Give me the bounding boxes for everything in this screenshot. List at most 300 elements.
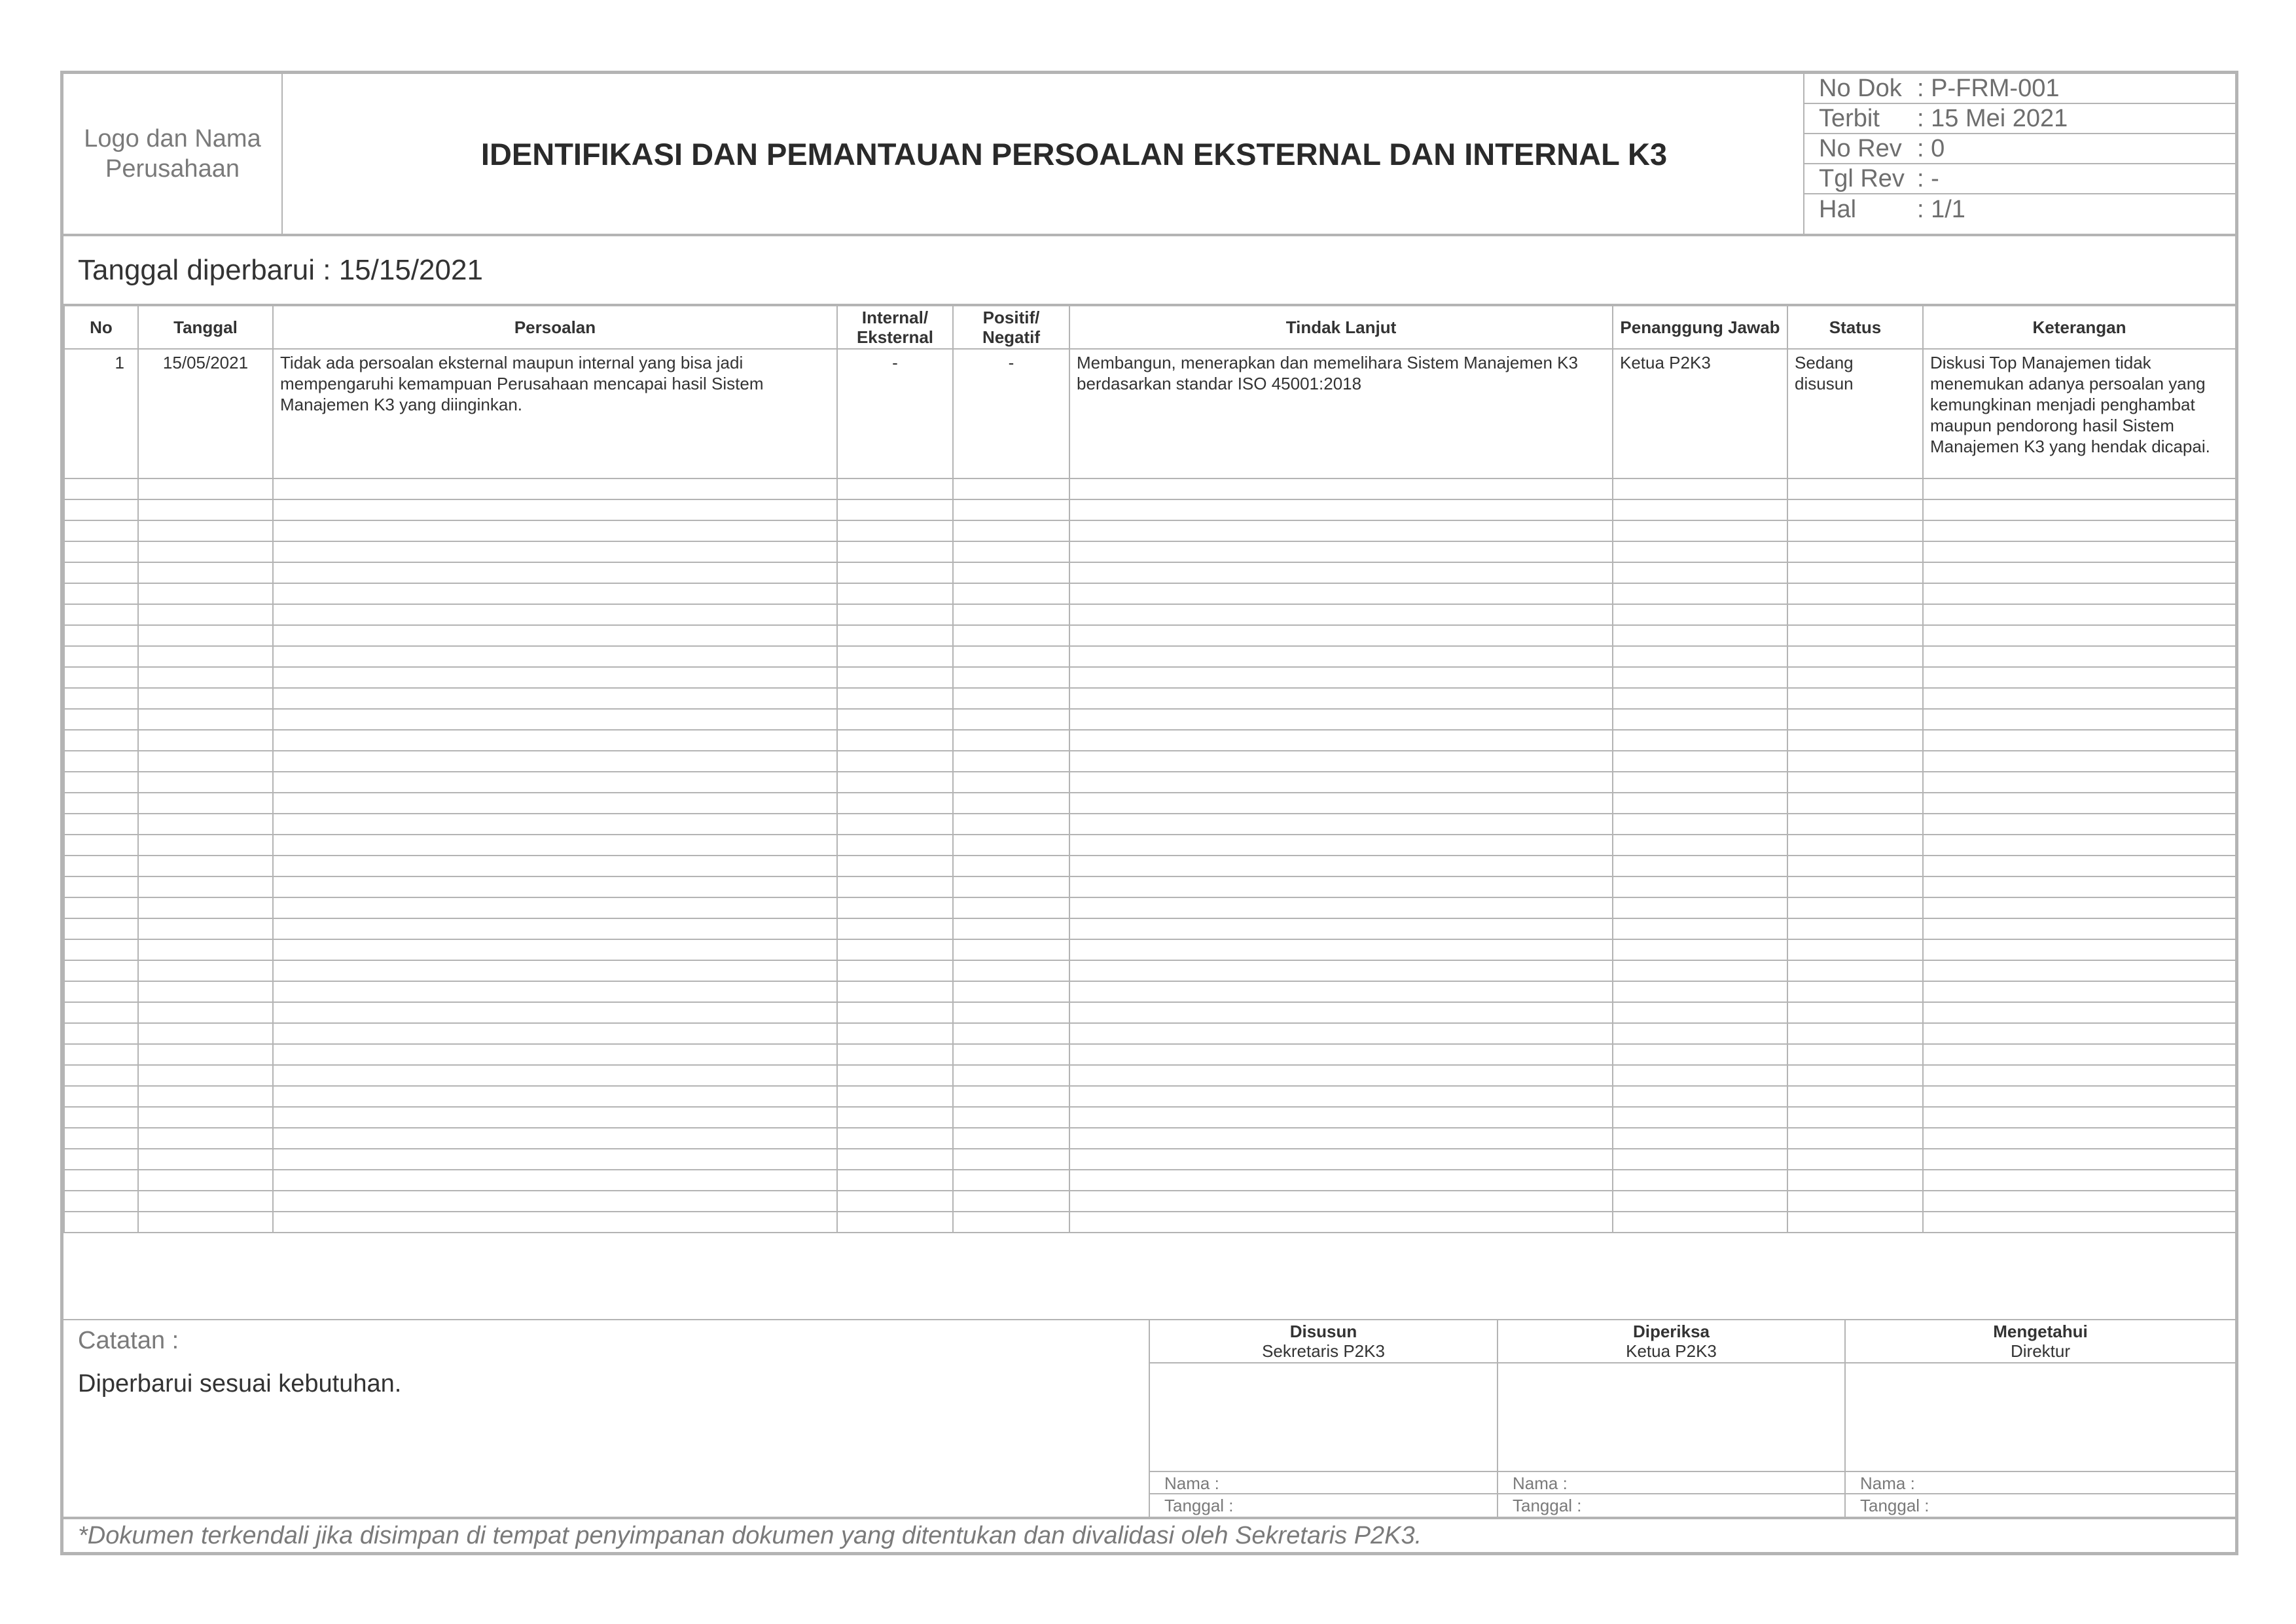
table-cell-empty [138, 876, 273, 897]
signature-role: Diperiksa [1632, 1322, 1710, 1341]
table-cell-empty [1787, 1149, 1923, 1170]
table-cell-empty [953, 604, 1069, 625]
table-row-empty [64, 960, 2236, 981]
table-cell-empty [273, 625, 837, 646]
table-cell-empty [1069, 520, 1613, 541]
table-cell-empty [837, 730, 953, 751]
table-row-empty [64, 499, 2236, 520]
table-cell-empty [138, 1128, 273, 1149]
table-cell-empty [138, 939, 273, 960]
table-cell-empty [64, 897, 138, 918]
table-cell-empty [837, 709, 953, 730]
table-row-empty [64, 939, 2236, 960]
table-cell-empty [1923, 876, 2236, 897]
table-cell-empty [138, 918, 273, 939]
logo-placeholder [63, 74, 283, 234]
table-cell-empty [64, 876, 138, 897]
table-cell-empty [1613, 646, 1787, 667]
table-cell-empty [273, 835, 837, 856]
table-cell-empty [953, 730, 1069, 751]
table-row-empty [64, 1191, 2236, 1212]
signature-name-label: Nama : [1150, 1472, 1497, 1494]
col-header-keterangan: Keterangan [1923, 306, 2236, 349]
table-cell-empty [837, 1086, 953, 1107]
table-cell-empty [1069, 751, 1613, 772]
footer-note: *Dokumen terkendali jika disimpan di tempat penyimpanan dokumen yang ditentukan dan divalidasi oleh Sekretaris P2K3. [78, 1522, 1422, 1549]
table-row-empty [64, 1212, 2236, 1233]
table-cell-empty [1069, 1044, 1613, 1065]
table-cell-empty [64, 1023, 138, 1044]
table-cell-empty [1069, 604, 1613, 625]
table-cell-empty [1069, 981, 1613, 1002]
table-cell-empty [273, 1002, 837, 1023]
table-cell-empty [1787, 814, 1923, 835]
signature-date-label: Tanggal : [1513, 1496, 1582, 1515]
table-cell-empty [1613, 897, 1787, 918]
table-row-empty [64, 1149, 2236, 1170]
table-cell-empty [837, 1023, 953, 1044]
table-cell-empty [138, 1002, 273, 1023]
table-row-empty [64, 1086, 2236, 1107]
table-cell-empty [1069, 625, 1613, 646]
table-cell-empty [273, 897, 837, 918]
logo-line-1: Logo dan Nama [84, 125, 261, 153]
table-cell-empty [1923, 897, 2236, 918]
table-cell-empty [953, 772, 1069, 793]
table-cell-empty [138, 709, 273, 730]
table-cell-empty [1613, 625, 1787, 646]
table-cell-empty [1613, 562, 1787, 583]
signature-date-label: Tanggal : [1164, 1496, 1234, 1515]
table-cell-empty [64, 625, 138, 646]
table-cell-empty [1923, 562, 2236, 583]
table-cell-empty [953, 897, 1069, 918]
table-cell-empty [1069, 856, 1613, 876]
document-title: IDENTIFIKASI DAN PEMANTAUAN PERSOALAN EKSTERNAL DAN INTERNAL K3 [480, 136, 1668, 171]
table-cell-empty [837, 1170, 953, 1191]
table-cell-empty [953, 814, 1069, 835]
table-cell-empty [1613, 667, 1787, 688]
table-cell-empty [1923, 981, 2236, 1002]
table-cell-empty [1923, 1086, 2236, 1107]
table-cell-empty [1923, 1107, 2236, 1128]
signature-area [1498, 1363, 1844, 1472]
table-cell-empty [1069, 1065, 1613, 1086]
table-row-empty [64, 604, 2236, 625]
table-row-empty [64, 814, 2236, 835]
meta-value: : 1/1 [1917, 195, 1965, 223]
table-row-empty [64, 751, 2236, 772]
table-cell-empty [138, 1212, 273, 1233]
table-cell-empty [1787, 960, 1923, 981]
col-header-tindak-lanjut: Tindak Lanjut [1069, 306, 1613, 349]
table-cell-empty [837, 751, 953, 772]
table-cell-empty [1787, 918, 1923, 939]
table-cell-empty [64, 1044, 138, 1065]
signature-name-label: Nama : [1498, 1472, 1844, 1494]
document-header [63, 74, 2235, 236]
table-cell-empty [138, 960, 273, 981]
table-cell-empty [64, 981, 138, 1002]
table-cell-empty [64, 541, 138, 562]
table-cell-empty [273, 960, 837, 981]
table-cell-empty [138, 835, 273, 856]
table-cell-empty [1069, 814, 1613, 835]
table-cell-empty [953, 1191, 1069, 1212]
table-cell-empty [1923, 583, 2236, 604]
table-cell-empty [953, 960, 1069, 981]
table-cell-empty [1787, 478, 1923, 499]
table-cell-empty [138, 793, 273, 814]
issues-table [63, 305, 2236, 1233]
table-cell-empty [953, 1212, 1069, 1233]
table-cell-empty [1613, 939, 1787, 960]
table-cell-empty [273, 499, 837, 520]
table-cell-empty [1613, 688, 1787, 709]
table-cell-empty [1069, 499, 1613, 520]
col-header-persoalan: Persoalan [273, 306, 837, 349]
table-cell-empty [1613, 876, 1787, 897]
table-cell-empty [1787, 1191, 1923, 1212]
table-cell-empty [1923, 1065, 2236, 1086]
table-row-empty [64, 835, 2236, 856]
table-row-empty [64, 541, 2236, 562]
table-row-empty [64, 1128, 2236, 1149]
table-cell-empty [953, 876, 1069, 897]
table-cell-empty [1787, 772, 1923, 793]
table-cell-empty [1613, 709, 1787, 730]
table-cell-empty [1923, 667, 2236, 688]
meta-key: Tgl Rev [1819, 164, 1905, 192]
table-cell-empty [1069, 1128, 1613, 1149]
table-cell-empty [837, 667, 953, 688]
table-cell-empty [64, 562, 138, 583]
col-header-status: Status [1787, 306, 1923, 349]
table-cell-empty [837, 1212, 953, 1233]
table-cell-empty [138, 625, 273, 646]
table-cell-empty [1787, 1086, 1923, 1107]
notes-label: Catatan : [78, 1327, 179, 1354]
table-cell-empty [138, 1107, 273, 1128]
table-cell-empty [1069, 835, 1613, 856]
table-cell-empty [64, 646, 138, 667]
table-cell-empty [1069, 1212, 1613, 1233]
table-row-empty [64, 793, 2236, 814]
meta-no-dok [1804, 74, 2235, 104]
table-cell-empty [953, 625, 1069, 646]
cell-keterangan: Diskusi Top Manajemen tidak menemukan adanya persoalan yang kemungkinan menjadi penghambat maupun pendorong hasil Sistem Manajemen K3 yang hendak dicapai. [1923, 349, 2236, 478]
table-cell-empty [64, 583, 138, 604]
table-cell-empty [1613, 1212, 1787, 1233]
table-cell-empty [1069, 1149, 1613, 1170]
table-cell-empty [1787, 730, 1923, 751]
table-cell-empty [273, 688, 837, 709]
table-cell-empty [1787, 688, 1923, 709]
table-cell-empty [1923, 814, 2236, 835]
table-cell-empty [837, 646, 953, 667]
table-cell-empty [64, 730, 138, 751]
table-cell-empty [837, 520, 953, 541]
table-cell-empty [953, 856, 1069, 876]
table-cell-empty [953, 1170, 1069, 1191]
cell-status: Sedang disusun [1787, 349, 1923, 478]
table-row-empty [64, 730, 2236, 751]
table-cell-empty [1923, 918, 2236, 939]
table-cell-empty [1923, 625, 2236, 646]
table-cell-empty [953, 583, 1069, 604]
logo-line-2: Perusahaan [105, 155, 240, 183]
table-row-empty [64, 1065, 2236, 1086]
table-row-empty [64, 709, 2236, 730]
table-cell-empty [953, 751, 1069, 772]
table-cell-empty [953, 835, 1069, 856]
table-cell-empty [64, 939, 138, 960]
table-cell-empty [273, 939, 837, 960]
table-cell-empty [837, 1002, 953, 1023]
table-cell-empty [837, 876, 953, 897]
table-cell-empty [64, 856, 138, 876]
meta-value: : 0 [1917, 134, 1945, 162]
table-row-empty [64, 688, 2236, 709]
table-row-empty [64, 1107, 2236, 1128]
table-cell-empty [837, 562, 953, 583]
table-cell-empty [138, 1044, 273, 1065]
table-cell-empty [1613, 835, 1787, 856]
cell-tanggal: 15/05/2021 [138, 349, 273, 478]
table-cell-empty [1069, 478, 1613, 499]
table-cell-empty [273, 772, 837, 793]
table-row-empty [64, 667, 2236, 688]
table-cell-empty [64, 499, 138, 520]
meta-value: : 15 Mei 2021 [1917, 104, 2068, 132]
table-cell-empty [837, 918, 953, 939]
table-cell-empty [1923, 730, 2236, 751]
table-cell-empty [1923, 1128, 2236, 1149]
table-cell-empty [1613, 772, 1787, 793]
table-cell-empty [1613, 793, 1787, 814]
table-cell-empty [1787, 1170, 1923, 1191]
table-cell-empty [1923, 1044, 2236, 1065]
table-cell-empty [953, 1065, 1069, 1086]
table-cell-empty [1613, 604, 1787, 625]
table-cell-empty [837, 541, 953, 562]
signature-role: Disusun [1289, 1322, 1357, 1341]
table-cell-empty [64, 918, 138, 939]
table-cell-empty [953, 939, 1069, 960]
table-cell-empty [1613, 981, 1787, 1002]
table-cell-empty [1923, 478, 2236, 499]
table-cell-empty [273, 478, 837, 499]
table-cell-empty [1069, 1107, 1613, 1128]
table-cell-empty [64, 1191, 138, 1212]
table-cell-empty [273, 604, 837, 625]
signature-header [1498, 1320, 1844, 1363]
table-row-empty [64, 625, 2236, 646]
table-cell-empty [1613, 520, 1787, 541]
table-cell-empty [1923, 1191, 2236, 1212]
table-cell-empty [64, 1002, 138, 1023]
table-cell-empty [1923, 856, 2236, 876]
table-cell-empty [1613, 1107, 1787, 1128]
table-cell-empty [1923, 688, 2236, 709]
table-cell-empty [1787, 939, 1923, 960]
table-cell-empty [837, 814, 953, 835]
table-row-empty [64, 897, 2236, 918]
table-cell-empty [837, 1107, 953, 1128]
table-cell-empty [953, 793, 1069, 814]
table-cell-empty [1613, 856, 1787, 876]
cell-no: 1 [64, 349, 138, 478]
table-cell-empty [1923, 960, 2236, 981]
table-row-empty [64, 876, 2236, 897]
table-cell-empty [953, 1002, 1069, 1023]
cell-internal-eksternal: - [837, 349, 953, 478]
table-cell-empty [273, 814, 837, 835]
table-cell-empty [1787, 1023, 1923, 1044]
table-cell-empty [1069, 918, 1613, 939]
table-cell-empty [64, 772, 138, 793]
table-cell-empty [1613, 1044, 1787, 1065]
table-cell-empty [1613, 960, 1787, 981]
table-row-empty [64, 856, 2236, 876]
table-cell-empty [1787, 1002, 1923, 1023]
table-row-empty [64, 1023, 2236, 1044]
col-header-no: No [64, 306, 138, 349]
table-cell-empty [1613, 499, 1787, 520]
table-cell-empty [1069, 772, 1613, 793]
table-cell-empty [1613, 1149, 1787, 1170]
table-cell-empty [1923, 646, 2236, 667]
document-frame [60, 71, 2238, 1555]
table-cell-empty [953, 918, 1069, 939]
table-cell-empty [953, 1044, 1069, 1065]
table-cell-empty [953, 562, 1069, 583]
table-cell-empty [837, 478, 953, 499]
table-cell-empty [1787, 541, 1923, 562]
table-cell-empty [1069, 1023, 1613, 1044]
table-cell-empty [837, 856, 953, 876]
table-cell-empty [1613, 1086, 1787, 1107]
table-cell-empty [1787, 709, 1923, 730]
table-row-empty [64, 583, 2236, 604]
table-cell-empty [1787, 520, 1923, 541]
table-cell-empty [1787, 499, 1923, 520]
table-cell-empty [138, 520, 273, 541]
signature-header [1150, 1320, 1497, 1363]
table-cell-empty [138, 478, 273, 499]
table-cell-empty [273, 793, 837, 814]
table-cell-empty [138, 667, 273, 688]
table-cell-empty [953, 688, 1069, 709]
table-cell-empty [837, 835, 953, 856]
table-cell-empty [273, 981, 837, 1002]
table-cell-empty [1787, 604, 1923, 625]
table-cell-empty [273, 541, 837, 562]
signature-date-label: Tanggal : [1860, 1496, 1929, 1515]
table-cell-empty [1787, 562, 1923, 583]
table-cell-empty [1923, 1002, 2236, 1023]
table-cell-empty [837, 960, 953, 981]
table-row [64, 349, 2236, 478]
table-row-empty [64, 1002, 2236, 1023]
table-cell-empty [1923, 709, 2236, 730]
meta-key: No Rev [1819, 134, 1902, 162]
table-cell-empty [273, 562, 837, 583]
table-cell-empty [953, 1128, 1069, 1149]
table-cell-empty [273, 1128, 837, 1149]
table-cell-empty [1787, 1065, 1923, 1086]
table-cell-empty [837, 1191, 953, 1212]
table-cell-empty [1069, 730, 1613, 751]
table-cell-empty [1069, 688, 1613, 709]
signature-header [1846, 1320, 2235, 1363]
table-cell-empty [837, 1128, 953, 1149]
table-cell-empty [273, 709, 837, 730]
signature-name-label: Nama : [1846, 1472, 2235, 1494]
table-cell-empty [64, 751, 138, 772]
table-cell-empty [64, 1170, 138, 1191]
table-cell-empty [1787, 583, 1923, 604]
table-cell-empty [1787, 835, 1923, 856]
notes-signature-section [63, 1319, 2235, 1519]
table-cell-empty [1069, 960, 1613, 981]
table-cell-empty [138, 1086, 273, 1107]
meta-value: : P-FRM-001 [1917, 74, 2060, 102]
meta-key: Hal [1819, 195, 1857, 223]
table-cell-empty [138, 688, 273, 709]
table-row-empty [64, 520, 2236, 541]
table-row-empty [64, 1044, 2236, 1065]
table-cell-empty [1069, 897, 1613, 918]
table-row-empty [64, 772, 2236, 793]
notes-box [63, 1320, 1149, 1517]
table-cell-empty [273, 1107, 837, 1128]
cell-tindak-lanjut: Membangun, menerapkan dan memelihara Sistem Manajemen K3 berdasarkan standar ISO 45001:2018 [1069, 349, 1613, 478]
meta-hal [1804, 194, 2235, 225]
table-cell-empty [64, 1212, 138, 1233]
meta-no-rev [1804, 134, 2235, 164]
table-cell-empty [837, 688, 953, 709]
table-cell-empty [1613, 1002, 1787, 1023]
table-cell-empty [1613, 583, 1787, 604]
table-cell-empty [64, 1107, 138, 1128]
table-cell-empty [1787, 625, 1923, 646]
table-cell-empty [64, 835, 138, 856]
table-cell-empty [1923, 1170, 2236, 1191]
table-cell-empty [273, 667, 837, 688]
col-header-internal-eksternal: Internal/ Eksternal [837, 306, 953, 349]
table-cell-empty [273, 918, 837, 939]
table-cell-empty [1923, 939, 2236, 960]
table-cell-empty [837, 897, 953, 918]
meta-tgl-rev [1804, 164, 2235, 194]
table-cell-empty [1787, 1212, 1923, 1233]
table-cell-empty [138, 541, 273, 562]
table-cell-empty [64, 1149, 138, 1170]
table-cell-empty [1069, 1191, 1613, 1212]
table-row-empty [64, 981, 2236, 1002]
table-cell-empty [837, 583, 953, 604]
table-cell-empty [273, 1212, 837, 1233]
table-cell-empty [1923, 1149, 2236, 1170]
signature-position: Ketua P2K3 [1626, 1341, 1717, 1361]
table-cell-empty [1787, 667, 1923, 688]
table-cell-empty [138, 562, 273, 583]
table-cell-empty [837, 793, 953, 814]
table-cell-empty [953, 981, 1069, 1002]
col-header-penanggung-jawab: Penanggung Jawab [1613, 306, 1787, 349]
table-cell-empty [138, 730, 273, 751]
